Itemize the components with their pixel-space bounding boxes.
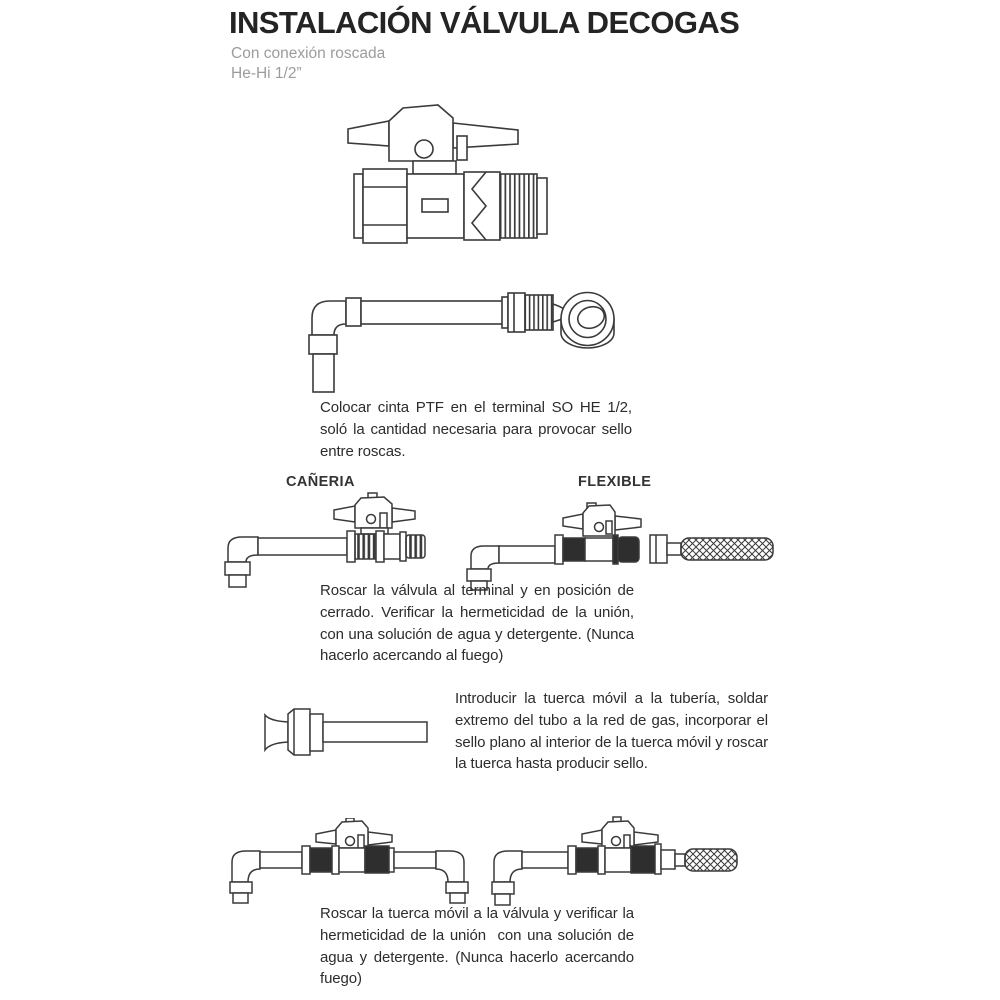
braided-hose-icon [650, 535, 773, 563]
elbow-pipe-icon [492, 851, 568, 905]
elbow-pipe-icon [309, 298, 506, 392]
page-title: INSTALACIÓN VÁLVULA DECOGAS [229, 5, 740, 40]
page-subtitle [231, 44, 385, 83]
valve-body-icon [302, 846, 394, 874]
flexible-label: FLEXIBLE [578, 474, 652, 490]
tube-icon [323, 722, 427, 742]
subtitle-line-2: He-Hi 1/2” [231, 64, 302, 82]
flared-end-icon [265, 715, 288, 750]
tube-nut-figure [258, 706, 432, 760]
valve-handle-icon [582, 817, 658, 848]
ptfe-tape-roll-icon [561, 293, 614, 349]
threaded-terminal-icon [502, 293, 567, 332]
step-3-text: Introducir la tuerca móvil a la tubería, soldar extremo del tubo a la red de gas, incorporar el sello plano al interior de la tuerca móvil y roscar la tuerca hasta producir sello. [455, 690, 773, 773]
braided-hose-icon [661, 849, 737, 871]
step-4-text: Roscar la tuerca móvil a la válvula y verificar la hermeticidad de la unión con una solución de agua y detergente. (Nunca hacerlo acercando fuego) [320, 905, 639, 988]
pipe-assembly-figure [228, 818, 470, 906]
step-2-text: Roscar la válvula al terminal y en posición de cerrado. Verificar la hermeticidad de la unión, con una solución de agua y detergente. (Nunca hacerlo acercando al fuego) [320, 582, 639, 665]
ptfe-tape-figure [300, 289, 622, 396]
valve-body-icon [347, 531, 425, 562]
valve-handle-icon [563, 503, 641, 536]
caneria-valve-figure [222, 492, 430, 590]
right-elbow-icon [394, 851, 468, 903]
left-elbow-icon [230, 851, 302, 903]
movable-nut-icon [288, 709, 323, 755]
valve-handle-icon [316, 818, 392, 848]
valve-body-icon [555, 535, 639, 564]
flexible-valve-figure [465, 498, 782, 592]
valve-handle-icon [334, 493, 415, 534]
caneria-label: CAÑERIA [286, 474, 355, 490]
step-1-text: Colocar cinta PTF en el terminal SO HE 1/2, soló la cantidad necesaria para provocar sello entre roscas. [320, 399, 641, 460]
valve-body-icon [354, 161, 547, 243]
valve-body-icon [568, 844, 661, 874]
ball-valve-figure [340, 98, 552, 250]
valve-handle-icon [348, 105, 518, 161]
flex-assembly-figure [490, 812, 744, 909]
subtitle-line-1: Con conexión roscada [231, 45, 386, 62]
